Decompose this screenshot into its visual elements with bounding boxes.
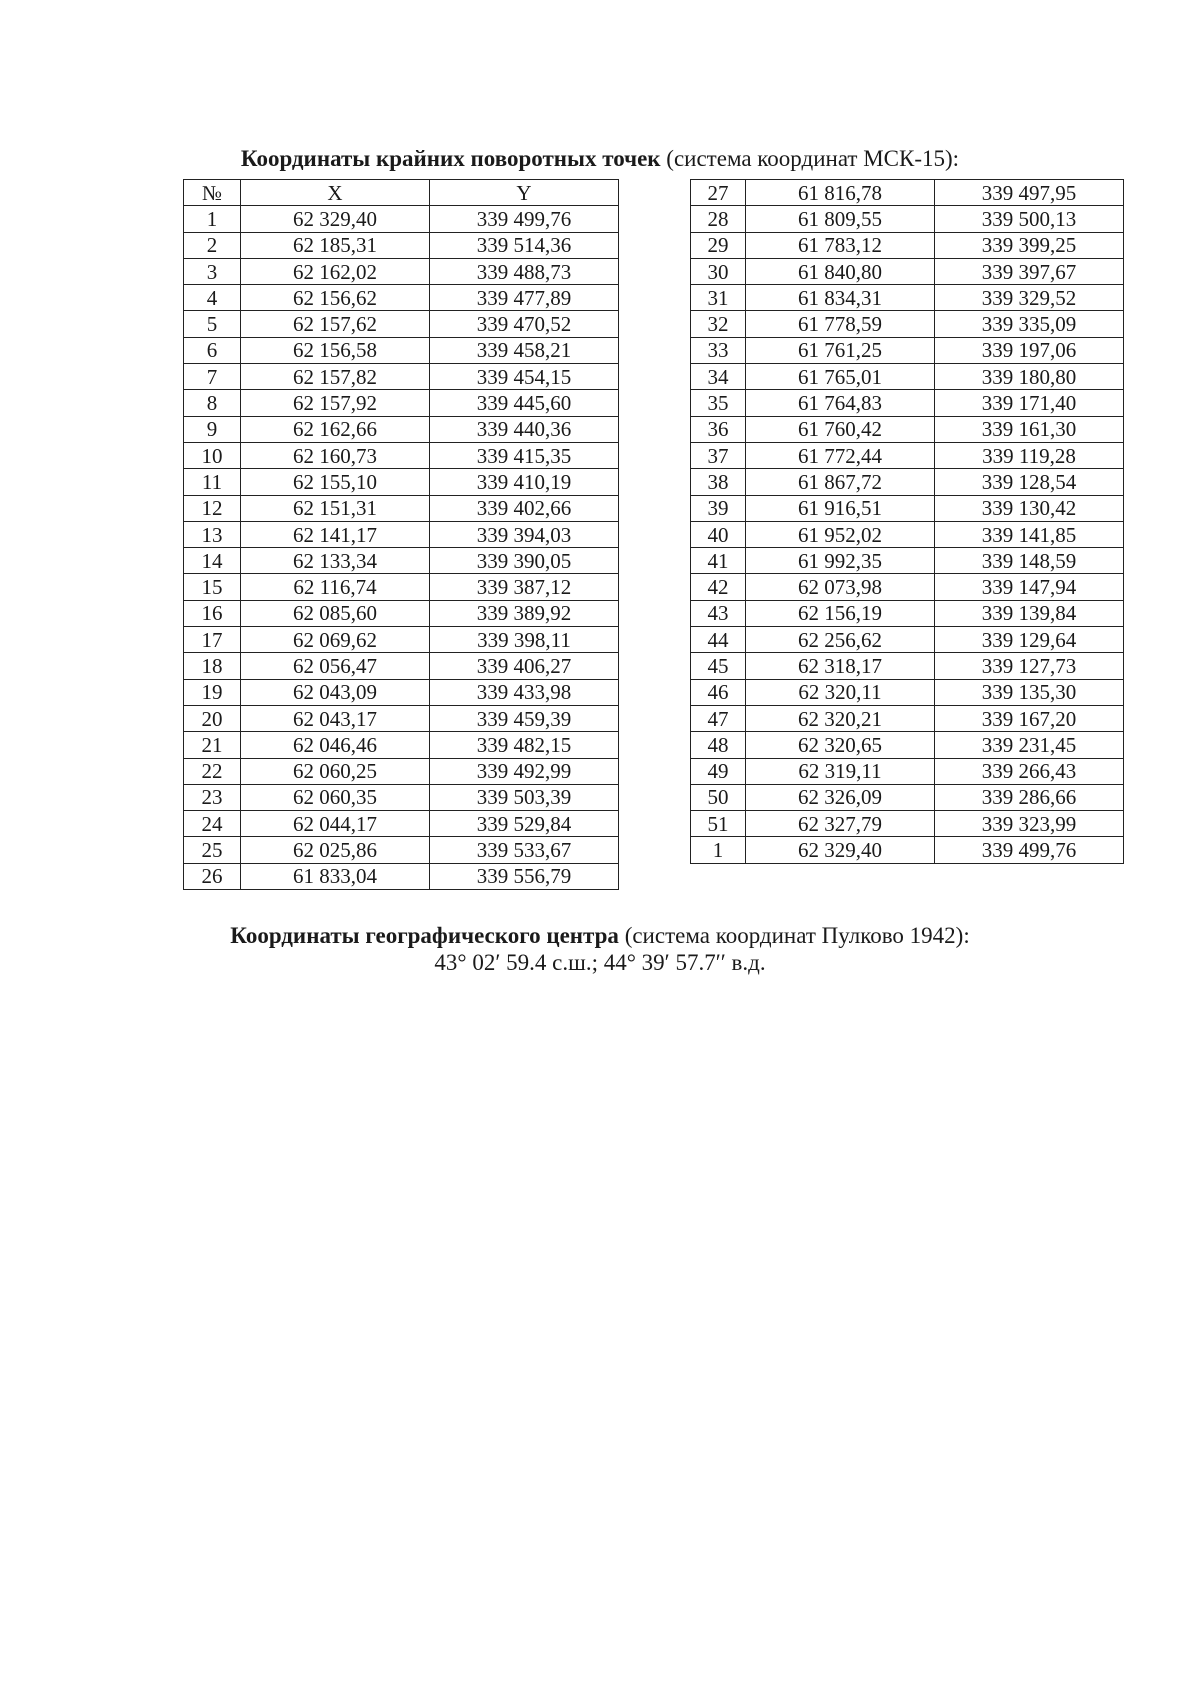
point-x: 62 185,31: [241, 232, 430, 258]
table-row: [184, 232, 619, 258]
point-y: 339 147,94: [935, 574, 1124, 600]
point-x: 62 157,82: [241, 364, 430, 390]
table-row: [691, 206, 1124, 232]
page-title-bold: Координаты крайних поворотных точек: [240, 146, 661, 171]
table-row: [691, 837, 1124, 863]
point-y: 339 497,95: [935, 180, 1124, 206]
point-y: 339 231,45: [935, 732, 1124, 758]
point-number: 24: [184, 811, 241, 837]
table-row: [184, 495, 619, 521]
point-x: 61 809,55: [746, 206, 935, 232]
point-number: 15: [184, 574, 241, 600]
table-row: [691, 180, 1124, 206]
table-row: [184, 285, 619, 311]
point-y: 339 454,15: [430, 364, 619, 390]
point-x: 62 156,58: [241, 337, 430, 363]
point-y: 339 482,15: [430, 732, 619, 758]
point-y: 339 459,39: [430, 705, 619, 731]
point-y: 339 406,27: [430, 653, 619, 679]
point-x: 61 833,04: [241, 863, 430, 889]
point-number: 43: [691, 600, 746, 626]
point-number: 21: [184, 732, 241, 758]
point-number: 34: [691, 364, 746, 390]
table-row: [184, 521, 619, 547]
point-y: 339 399,25: [935, 232, 1124, 258]
geo-center-heading-suffix: (система координат Пулково 1942):: [618, 923, 970, 948]
table-row: [691, 705, 1124, 731]
table-row: [691, 311, 1124, 337]
point-number: 36: [691, 416, 746, 442]
table-row: [184, 574, 619, 600]
table-row: [184, 442, 619, 468]
point-number: 12: [184, 495, 241, 521]
point-y: 339 488,73: [430, 258, 619, 284]
point-number: 38: [691, 469, 746, 495]
point-y: 339 398,11: [430, 627, 619, 653]
point-y: 339 529,84: [430, 811, 619, 837]
point-x: 62 157,92: [241, 390, 430, 416]
point-y: 339 139,84: [935, 600, 1124, 626]
point-y: 339 533,67: [430, 837, 619, 863]
point-number: 40: [691, 521, 746, 547]
point-x: 61 992,35: [746, 548, 935, 574]
point-x: 62 155,10: [241, 469, 430, 495]
point-x: 61 778,59: [746, 311, 935, 337]
point-number: 30: [691, 258, 746, 284]
point-number: 48: [691, 732, 746, 758]
point-number: 19: [184, 679, 241, 705]
point-x: 62 162,02: [241, 258, 430, 284]
point-x: 62 256,62: [746, 627, 935, 653]
point-x: 62 151,31: [241, 495, 430, 521]
point-y: 339 415,35: [430, 442, 619, 468]
table-row: [184, 206, 619, 232]
point-x: 62 326,09: [746, 784, 935, 810]
table-row: [184, 863, 619, 889]
point-y: 339 197,06: [935, 337, 1124, 363]
point-number: 16: [184, 600, 241, 626]
point-x: 62 156,19: [746, 600, 935, 626]
table-row: [691, 574, 1124, 600]
table-row: [691, 390, 1124, 416]
point-x: 62 141,17: [241, 521, 430, 547]
point-y: 339 135,30: [935, 679, 1124, 705]
point-y: 339 148,59: [935, 548, 1124, 574]
point-y: 339 127,73: [935, 653, 1124, 679]
point-number: 39: [691, 495, 746, 521]
point-y: 339 171,40: [935, 390, 1124, 416]
point-number: 37: [691, 442, 746, 468]
point-number: 9: [184, 416, 241, 442]
point-y: 339 141,85: [935, 521, 1124, 547]
point-number: 44: [691, 627, 746, 653]
point-y: 339 266,43: [935, 758, 1124, 784]
point-y: 339 394,03: [430, 521, 619, 547]
point-number: 1: [184, 206, 241, 232]
table-row: [691, 416, 1124, 442]
point-number: 27: [691, 180, 746, 206]
point-number: 10: [184, 442, 241, 468]
point-x: 62 318,17: [746, 653, 935, 679]
column-header-x: X: [241, 180, 430, 206]
table-row: [184, 837, 619, 863]
point-x: 61 761,25: [746, 337, 935, 363]
table-row: [691, 653, 1124, 679]
point-y: 339 180,80: [935, 364, 1124, 390]
point-y: 339 503,39: [430, 784, 619, 810]
point-y: 339 402,66: [430, 495, 619, 521]
point-number: 33: [691, 337, 746, 363]
point-x: 61 952,02: [746, 521, 935, 547]
point-x: 62 085,60: [241, 600, 430, 626]
point-x: 61 840,80: [746, 258, 935, 284]
table-row: [184, 758, 619, 784]
point-number: 32: [691, 311, 746, 337]
point-y: 339 445,60: [430, 390, 619, 416]
point-y: 339 329,52: [935, 285, 1124, 311]
point-y: 339 477,89: [430, 285, 619, 311]
table-row: [691, 258, 1124, 284]
point-number: 7: [184, 364, 241, 390]
table-row: [691, 521, 1124, 547]
table-row: [691, 469, 1124, 495]
table-row: [184, 811, 619, 837]
point-x: 62 157,62: [241, 311, 430, 337]
point-x: 61 765,01: [746, 364, 935, 390]
point-y: 339 387,12: [430, 574, 619, 600]
table-row: [691, 811, 1124, 837]
page-title-suffix: (система координат МСК-15):: [660, 146, 960, 171]
point-number: 45: [691, 653, 746, 679]
point-y: 339 499,76: [935, 837, 1124, 863]
point-y: 339 556,79: [430, 863, 619, 889]
point-y: 339 335,09: [935, 311, 1124, 337]
point-y: 339 433,98: [430, 679, 619, 705]
table-row: [691, 679, 1124, 705]
table-row: [184, 732, 619, 758]
point-number: 6: [184, 337, 241, 363]
table-row: [691, 495, 1124, 521]
point-x: 61 760,42: [746, 416, 935, 442]
point-y: 339 286,66: [935, 784, 1124, 810]
point-x: 62 133,34: [241, 548, 430, 574]
table-row: [691, 732, 1124, 758]
point-x: 62 329,40: [746, 837, 935, 863]
point-x: 62 060,25: [241, 758, 430, 784]
point-number: 14: [184, 548, 241, 574]
geo-center-value: 43° 02′ 59.4 с.ш.; 44° 39′ 57.7′′ в.д.: [434, 950, 766, 975]
point-number: 22: [184, 758, 241, 784]
point-x: 62 060,35: [241, 784, 430, 810]
point-y: 339 397,67: [935, 258, 1124, 284]
point-y: 339 499,76: [430, 206, 619, 232]
point-number: 41: [691, 548, 746, 574]
point-y: 339 128,54: [935, 469, 1124, 495]
point-x: 62 046,46: [241, 732, 430, 758]
point-number: 23: [184, 784, 241, 810]
column-header-y: Y: [430, 180, 619, 206]
point-x: 62 329,40: [241, 206, 430, 232]
point-x: 62 025,86: [241, 837, 430, 863]
point-x: 62 044,17: [241, 811, 430, 837]
point-number: 50: [691, 784, 746, 810]
point-number: 8: [184, 390, 241, 416]
table-row: [184, 600, 619, 626]
table-row: [691, 600, 1124, 626]
table-header-row: [184, 180, 619, 206]
table-row: [184, 469, 619, 495]
point-number: 47: [691, 705, 746, 731]
point-x: 61 772,44: [746, 442, 935, 468]
point-x: 62 320,21: [746, 705, 935, 731]
point-x: 61 834,31: [746, 285, 935, 311]
point-number: 28: [691, 206, 746, 232]
point-number: 20: [184, 705, 241, 731]
point-number: 35: [691, 390, 746, 416]
point-x: 61 816,78: [746, 180, 935, 206]
page-title: [0, 146, 1200, 172]
point-x: 61 916,51: [746, 495, 935, 521]
coordinates-table-left: [183, 179, 619, 890]
table-row: [691, 548, 1124, 574]
table-row: [184, 416, 619, 442]
point-x: 62 327,79: [746, 811, 935, 837]
point-y: 339 514,36: [430, 232, 619, 258]
point-number: 26: [184, 863, 241, 889]
point-y: 339 323,99: [935, 811, 1124, 837]
point-x: 62 056,47: [241, 653, 430, 679]
table-row: [184, 311, 619, 337]
point-y: 339 440,36: [430, 416, 619, 442]
point-number: 17: [184, 627, 241, 653]
table-row: [691, 337, 1124, 363]
point-number: 46: [691, 679, 746, 705]
table-row: [691, 364, 1124, 390]
table-row: [184, 390, 619, 416]
point-number: 25: [184, 837, 241, 863]
point-number: 31: [691, 285, 746, 311]
point-number: 18: [184, 653, 241, 679]
point-y: 339 161,30: [935, 416, 1124, 442]
point-x: 62 160,73: [241, 442, 430, 468]
point-number: 49: [691, 758, 746, 784]
table-row: [691, 232, 1124, 258]
point-number: 42: [691, 574, 746, 600]
column-header-number: №: [184, 180, 241, 206]
point-x: 62 043,09: [241, 679, 430, 705]
table-row: [184, 548, 619, 574]
point-number: 5: [184, 311, 241, 337]
point-x: 62 319,11: [746, 758, 935, 784]
table-row: [184, 705, 619, 731]
point-number: 2: [184, 232, 241, 258]
point-number: 13: [184, 521, 241, 547]
point-y: 339 492,99: [430, 758, 619, 784]
point-x: 62 320,11: [746, 679, 935, 705]
coordinates-table-right: [690, 179, 1124, 864]
table-row: [184, 337, 619, 363]
point-x: 62 073,98: [746, 574, 935, 600]
point-y: 339 458,21: [430, 337, 619, 363]
table-row: [691, 784, 1124, 810]
point-number: 1: [691, 837, 746, 863]
table-row: [184, 653, 619, 679]
point-number: 11: [184, 469, 241, 495]
point-y: 339 119,28: [935, 442, 1124, 468]
point-y: 339 470,52: [430, 311, 619, 337]
point-number: 3: [184, 258, 241, 284]
table-row: [184, 364, 619, 390]
point-number: 51: [691, 811, 746, 837]
point-x: 62 069,62: [241, 627, 430, 653]
point-y: 339 389,92: [430, 600, 619, 626]
geo-center-heading: [0, 923, 1200, 949]
point-y: 339 500,13: [935, 206, 1124, 232]
table-row: [691, 758, 1124, 784]
point-x: 62 116,74: [241, 574, 430, 600]
point-y: 339 129,64: [935, 627, 1124, 653]
point-x: 62 320,65: [746, 732, 935, 758]
table-row: [691, 627, 1124, 653]
table-row: [184, 784, 619, 810]
table-row: [184, 627, 619, 653]
point-y: 339 390,05: [430, 548, 619, 574]
point-y: 339 130,42: [935, 495, 1124, 521]
geo-center-heading-bold: Координаты географического центра: [230, 923, 619, 948]
point-y: 339 410,19: [430, 469, 619, 495]
point-number: 29: [691, 232, 746, 258]
table-row: [184, 679, 619, 705]
table-row: [184, 258, 619, 284]
point-x: 62 156,62: [241, 285, 430, 311]
table-row: [691, 442, 1124, 468]
point-x: 61 783,12: [746, 232, 935, 258]
point-x: 62 162,66: [241, 416, 430, 442]
point-x: 61 764,83: [746, 390, 935, 416]
point-x: 62 043,17: [241, 705, 430, 731]
point-y: 339 167,20: [935, 705, 1124, 731]
point-number: 4: [184, 285, 241, 311]
table-row: [691, 285, 1124, 311]
point-x: 61 867,72: [746, 469, 935, 495]
